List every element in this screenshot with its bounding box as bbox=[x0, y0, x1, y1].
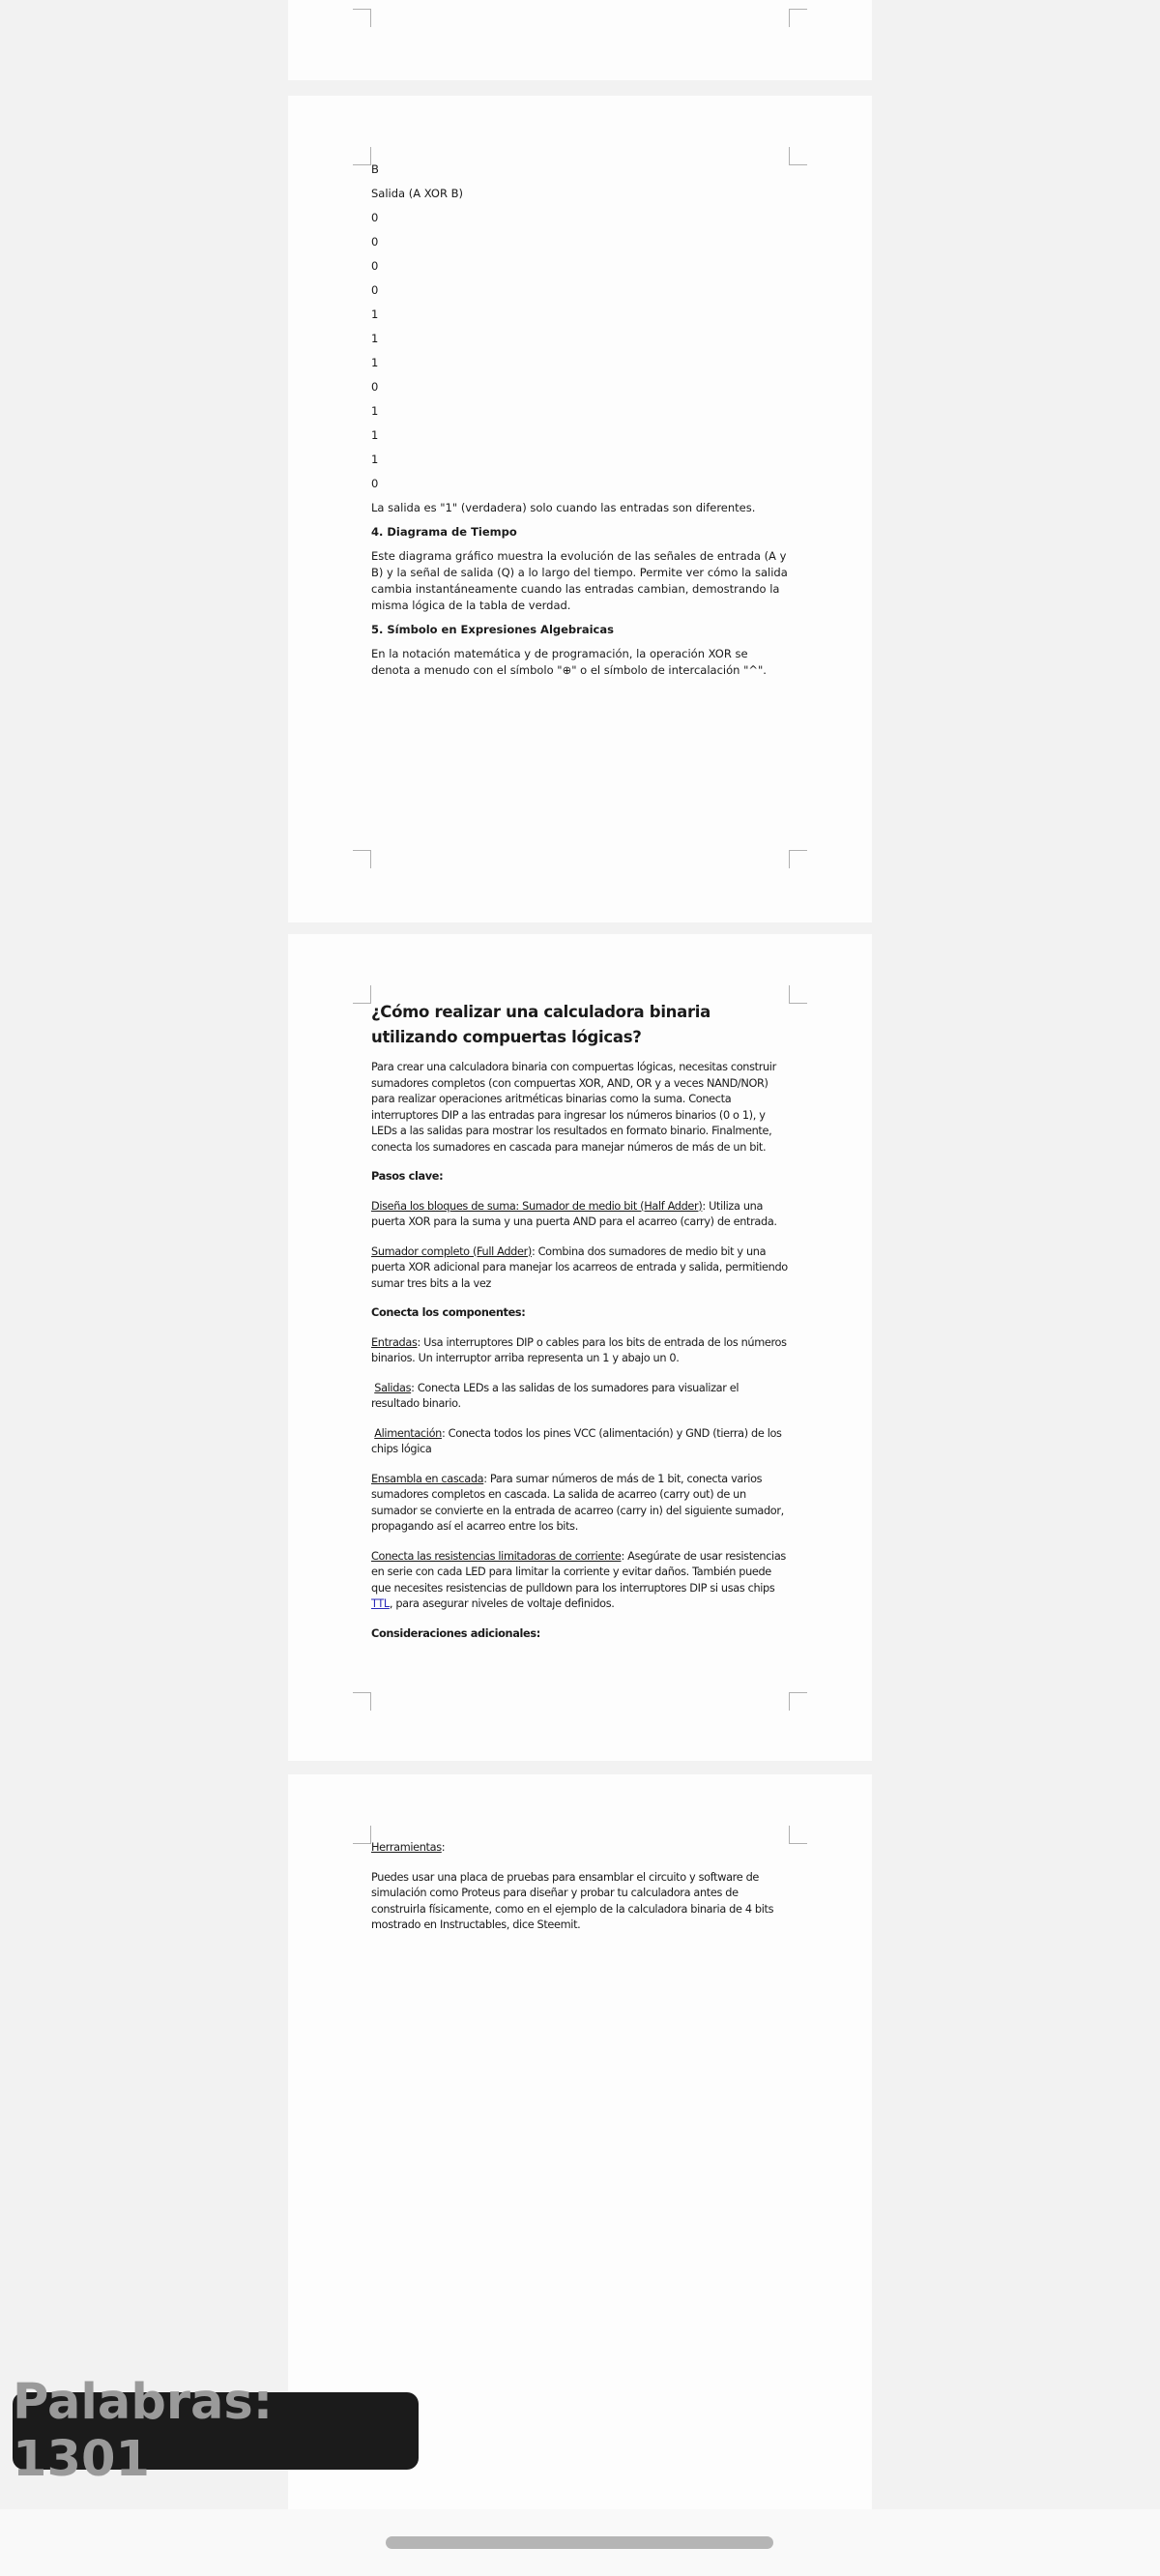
truth-table-header-output: Salida (A XOR B) bbox=[371, 187, 463, 200]
heading-connect-components: Conecta los componentes: bbox=[371, 1306, 526, 1319]
paragraph-cascade bbox=[371, 1472, 789, 1536]
full-adder-label: Sumador completo (Full Adder) bbox=[371, 1244, 532, 1258]
page-2-body[interactable] bbox=[371, 161, 789, 687]
truth-table-value: 1 bbox=[371, 307, 379, 321]
truth-table-value: 0 bbox=[371, 235, 379, 249]
crop-mark bbox=[353, 850, 371, 868]
paragraph-timing-diagram: Este diagrama gráfico muestra la evolución de las señales de entrada (A y B) y la señal de salida (Q) a lo largo del tiempo. Permite ver cómo la salida cambia instantáneamente cuando las entradas cambian, demostrando la misma lógica de la tabla de verdad. bbox=[371, 549, 788, 612]
truth-table-value: 0 bbox=[371, 477, 379, 490]
truth-table-values bbox=[371, 210, 789, 500]
paragraph-half-adder bbox=[371, 1199, 789, 1231]
outputs-text: : Conecta LEDs a las salidas de los sumadores para visualizar el resultado binario. bbox=[371, 1381, 740, 1410]
heading-timing-diagram: 4. Diagrama de Tiempo bbox=[371, 525, 517, 539]
crop-mark bbox=[789, 147, 807, 165]
resistors-text-1: : Asegúrate de usar resistencias en serie con cada LED para limitar la corriente y evitar daños. También puede que necesites resistencias de pulldown para los interruptores DIP si usas chips bbox=[371, 1549, 786, 1595]
truth-table-value: 1 bbox=[371, 332, 379, 345]
crop-mark bbox=[789, 985, 807, 1004]
power-text: : Conecta todos los pines VCC (alimentación) y GND (tierra) de los chips lógica bbox=[371, 1426, 782, 1455]
crop-mark bbox=[789, 850, 807, 868]
word-count-badge: Palabras: 1301 bbox=[13, 2392, 419, 2470]
paragraph-algebraic-symbol: En la notación matemática y de programación, la operación XOR se denota a menudo con el símbolo "⊕" o el símbolo de intercalación "^". bbox=[371, 647, 767, 677]
tools-colon: : bbox=[441, 1841, 446, 1854]
document-page-1 bbox=[288, 0, 872, 80]
document-page-3[interactable] bbox=[288, 934, 872, 1761]
heading-tools bbox=[371, 1840, 789, 1857]
truth-table-header-b: B bbox=[371, 162, 379, 176]
crop-mark bbox=[353, 147, 371, 165]
cascade-label: Ensambla en cascada bbox=[371, 1472, 484, 1485]
inputs-text: : Usa interruptores DIP o cables para los bits de entrada de los números binarios. Un interruptor arriba representa un 1 y abajo un 0. bbox=[371, 1335, 787, 1364]
half-adder-label: Diseña los bloques de suma: Sumador de medio bit (Half Adder) bbox=[371, 1199, 703, 1213]
outputs-label: Salidas bbox=[374, 1381, 412, 1394]
full-adder-text: : Combina dos sumadores de medio bit y una puerta XOR adicional para manejar los acarreos de entrada y salida, permitiendo sumar tres bits a la vez bbox=[371, 1244, 788, 1290]
crop-mark bbox=[353, 1826, 371, 1844]
crop-mark bbox=[353, 985, 371, 1004]
result-note: La salida es "1" (verdadera) solo cuando las entradas son diferentes. bbox=[371, 501, 756, 514]
ttl-link[interactable]: TTL bbox=[371, 1597, 390, 1610]
half-adder-text: : Utiliza una puerta XOR para la suma y una puerta AND para el acarreo (carry) de entrada. bbox=[371, 1199, 777, 1228]
crop-mark bbox=[353, 1692, 371, 1711]
crop-mark bbox=[789, 9, 807, 27]
document-page-2[interactable] bbox=[288, 96, 872, 922]
page-4-body[interactable] bbox=[371, 1840, 789, 1947]
crop-mark bbox=[789, 1692, 807, 1711]
power-label: Alimentación bbox=[374, 1426, 442, 1440]
paragraph-tools: Puedes usar una placa de pruebas para ensamblar el circuito y software de simulación como Proteus para diseñar y probar tu calculadora antes de construirla físicamente, como en el ejemplo de la calculadora binaria de 4 bits mostrado en Instructables, dice Steemit. bbox=[371, 1870, 774, 1931]
paragraph-outputs bbox=[371, 1381, 789, 1413]
intro-paragraph: Para crear una calculadora binaria con compuertas lógicas, necesitas construir sumadores completos (con compuertas XOR, AND, OR y a veces NAND/NOR) para realizar operaciones aritméticas binarias como la suma. Conecta interruptores DIP a las entradas para ingresar los números binarios (0 o 1), y LEDs a las salidas para mostrar los resultados en formato binario. Finalmente, conecta los sumadores en cascada para manejar números de más de un bit. bbox=[371, 1061, 776, 1154]
truth-table-value: 1 bbox=[371, 428, 379, 442]
heading-key-steps: Pasos clave: bbox=[371, 1170, 444, 1183]
truth-table-value: 1 bbox=[371, 404, 379, 418]
inputs-label: Entradas bbox=[371, 1335, 418, 1349]
truth-table-value: 1 bbox=[371, 453, 379, 466]
heading-additional-considerations: Consideraciones adicionales: bbox=[371, 1626, 540, 1640]
truth-table-value: 0 bbox=[371, 283, 379, 297]
truth-table-value: 0 bbox=[371, 259, 379, 273]
crop-mark bbox=[789, 1826, 807, 1844]
resistors-text-2: , para asegurar niveles de voltaje definidos. bbox=[389, 1597, 615, 1610]
truth-table-value: 0 bbox=[371, 380, 379, 394]
truth-table-value: 0 bbox=[371, 211, 379, 224]
cascade-text: : Para sumar números de más de 1 bit, conecta varios sumadores completos en cascada. La salida de acarreo (carry out) de un sumador se convierte en la entrada de acarreo (carry in) del siguiente sumador, propagando así el acarreo entre los bits. bbox=[371, 1472, 784, 1533]
crop-mark bbox=[353, 9, 371, 27]
paragraph-resistors bbox=[371, 1549, 789, 1613]
section-title: ¿Cómo realizar una calculadora binaria utilizando compuertas lógicas? bbox=[371, 1003, 710, 1046]
tools-label: Herramientas bbox=[371, 1841, 442, 1854]
page-3-body[interactable] bbox=[371, 1000, 789, 1655]
paragraph-power bbox=[371, 1426, 789, 1458]
paragraph-inputs bbox=[371, 1335, 789, 1367]
heading-algebraic-symbol: 5. Símbolo en Expresiones Algebraicas bbox=[371, 623, 614, 636]
horizontal-scrollbar[interactable] bbox=[386, 2536, 773, 2549]
resistors-label: Conecta las resistencias limitadoras de corriente bbox=[371, 1549, 622, 1563]
paragraph-full-adder bbox=[371, 1244, 789, 1293]
truth-table-value: 1 bbox=[371, 356, 379, 369]
